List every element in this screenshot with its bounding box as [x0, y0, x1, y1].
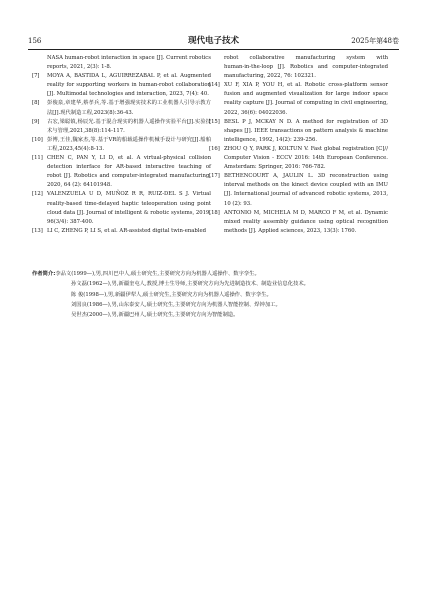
author-bio-text: 吴世杰(2000—),男,新疆巴州人,硕士研究生,主要研究方向为智能制造。 — [71, 312, 239, 319]
reference-text: VALENZUELA U D, MUÑOZ R R, RUIZ‑DEL S J. Virtual reality‑based time‑delayed haptic teleoperation using point cloud data [J]. Journal of intelligent & robotic systems, 2019, 96(3/4): 387‑400. — [47, 191, 211, 225]
reference-item — [32, 227, 211, 236]
author-line — [32, 279, 392, 289]
reference-text: BETHENCOURT A, JAULIN L. 3D reconstruction using interval methods on the kinect device coupled with an IMU [J]. International journal of advanced robotic systems, 2013, 10 (2): 93. — [224, 173, 388, 207]
reference-text: CHEN C, PAN Y, LI D, et al. A virtual‑physical collision detection interface for AR‑based interactive teaching of robot [J]. Robotics and computer‑integrated manufacturing, 2020, 64 (2): 64101948. — [47, 155, 211, 189]
reference-item — [209, 145, 388, 172]
reference-text: XU F, XIA P, YOU H, et al. Robotic cross‑platform sensor fusion and augmented visualization for large indoor space reality capture [J]. Journal of computing in civil engineering, 2022, 36(6): 04022036. — [224, 82, 388, 116]
references-right-column — [209, 54, 388, 236]
author-bios — [32, 269, 392, 320]
reference-item — [32, 118, 211, 136]
reference-text: LI C, ZHENG P, LI S, et al. AR‑assisted digital twin‑enabled — [47, 227, 207, 234]
reference-text: ZHOU Q Y, PARK J, KOLTUN V. Fast global registration [C]// Computer Vision - ECCV 2016: 14th European Conference. Amsterdam: Springer, 2016: 766‑782. — [224, 145, 388, 171]
reference-number: [15] — [209, 118, 220, 125]
author-line — [32, 290, 392, 300]
reference-item — [32, 54, 211, 72]
page-number: 156 — [28, 37, 42, 45]
header-rule — [28, 49, 399, 50]
reference-number: [17] — [209, 173, 220, 180]
reference-item — [32, 72, 211, 99]
reference-item — [32, 190, 211, 226]
author-bio-text: 陈 俊(1998—),男,新疆伊犁人,硕士研究生,主要研究方向为机器人遥操作、数字孪生。 — [71, 291, 272, 298]
journal-title: 现代电子技术 — [187, 36, 239, 46]
reference-number: [14] — [209, 82, 220, 89]
reference-item — [32, 99, 211, 117]
author-line — [32, 269, 392, 279]
reference-item — [32, 136, 211, 154]
reference-text: 彭俊泉,章建华,蔡孝兵,等.基于增强现实技术的工业机器人引导示教方法[J].现代制造工程,2023(8):36‑43. — [47, 100, 211, 116]
reference-item — [209, 209, 388, 236]
reference-number: [9] — [32, 118, 40, 125]
reference-text: 彭博,王佳,魏家杰,等.基于VR的船载遥操作机械手设计与研究[J].船舶工程,2023,45(4):8‑13. — [47, 136, 211, 152]
reference-item — [209, 118, 388, 145]
author-line — [32, 310, 392, 320]
running-header — [28, 34, 399, 48]
reference-number: [7] — [32, 73, 40, 80]
reference-number: [10] — [32, 136, 43, 143]
reference-item — [209, 172, 388, 208]
reference-text: robot collaborative manufacturing system with human‑in‑the‑loop [J]. Robotics and computer‑integrated manufacturing, 2022, 76: 102321. — [224, 55, 388, 80]
reference-text: NASA human‑robot interaction in space [J]. Current robotics reports, 2021, 2(3): 1‑8. — [47, 55, 211, 71]
reference-number: [18] — [209, 209, 220, 216]
author-bio-text: 孙文磊(1962—),男,新疆奎屯人,教授,博士生导师,主要研究方向为先进制造技术、制造业信息化技术。 — [71, 281, 309, 288]
author-bio-text: 刘国良(1986—),男,山东泰安人,硕士研究生,主要研究方向为机器人智能控制、焊钟加工。 — [71, 301, 281, 308]
reference-text: MOYA A, BASTIDA L, AGUIRREZABAL P, et al. Augmented reality for supporting workers in human‑robot collaboration [J]. Multimodal technologies and interaction, 2023, 7(4): 40. — [47, 73, 211, 98]
reference-number: [12] — [32, 191, 43, 198]
references-left-column — [32, 54, 211, 236]
reference-item — [209, 54, 388, 81]
author-bio-text: 李品文(1999—),男,四川巴中人,硕士研究生,主要研究方向为机器人遥操作、数字孪生。 — [55, 271, 260, 277]
reference-number: [16] — [209, 145, 220, 152]
reference-text: BESL P J, MCKAY N D. A method for registration of 3D shapes [J]. IEEE transactions on pattern analysis & machine intelligence, 1992, 14(2): 239‑256. — [224, 118, 388, 143]
reference-item — [32, 154, 211, 190]
issue-info: 2025年第48卷 — [351, 37, 399, 45]
reference-text: ANTONIO M, MICHELA M D, MARCO F M, et al. Dynamic mixed reality assembly guidance using optical recognition methods [J]. Applied sciences, 2023, 13(3): 1760. — [224, 209, 388, 234]
reference-item — [209, 81, 388, 117]
author-line — [32, 300, 392, 310]
reference-number: [8] — [32, 100, 40, 107]
reference-number: [11] — [32, 155, 43, 162]
author-bio-label: 作者简介: — [32, 271, 56, 277]
reference-number: [13] — [32, 227, 43, 234]
reference-text: 古宏,梁聪镇,杨辰光.基于混合现实的机器人遥操作实验平台[J].实验技术与管理,2021,38(8):114‑117. — [47, 118, 211, 134]
